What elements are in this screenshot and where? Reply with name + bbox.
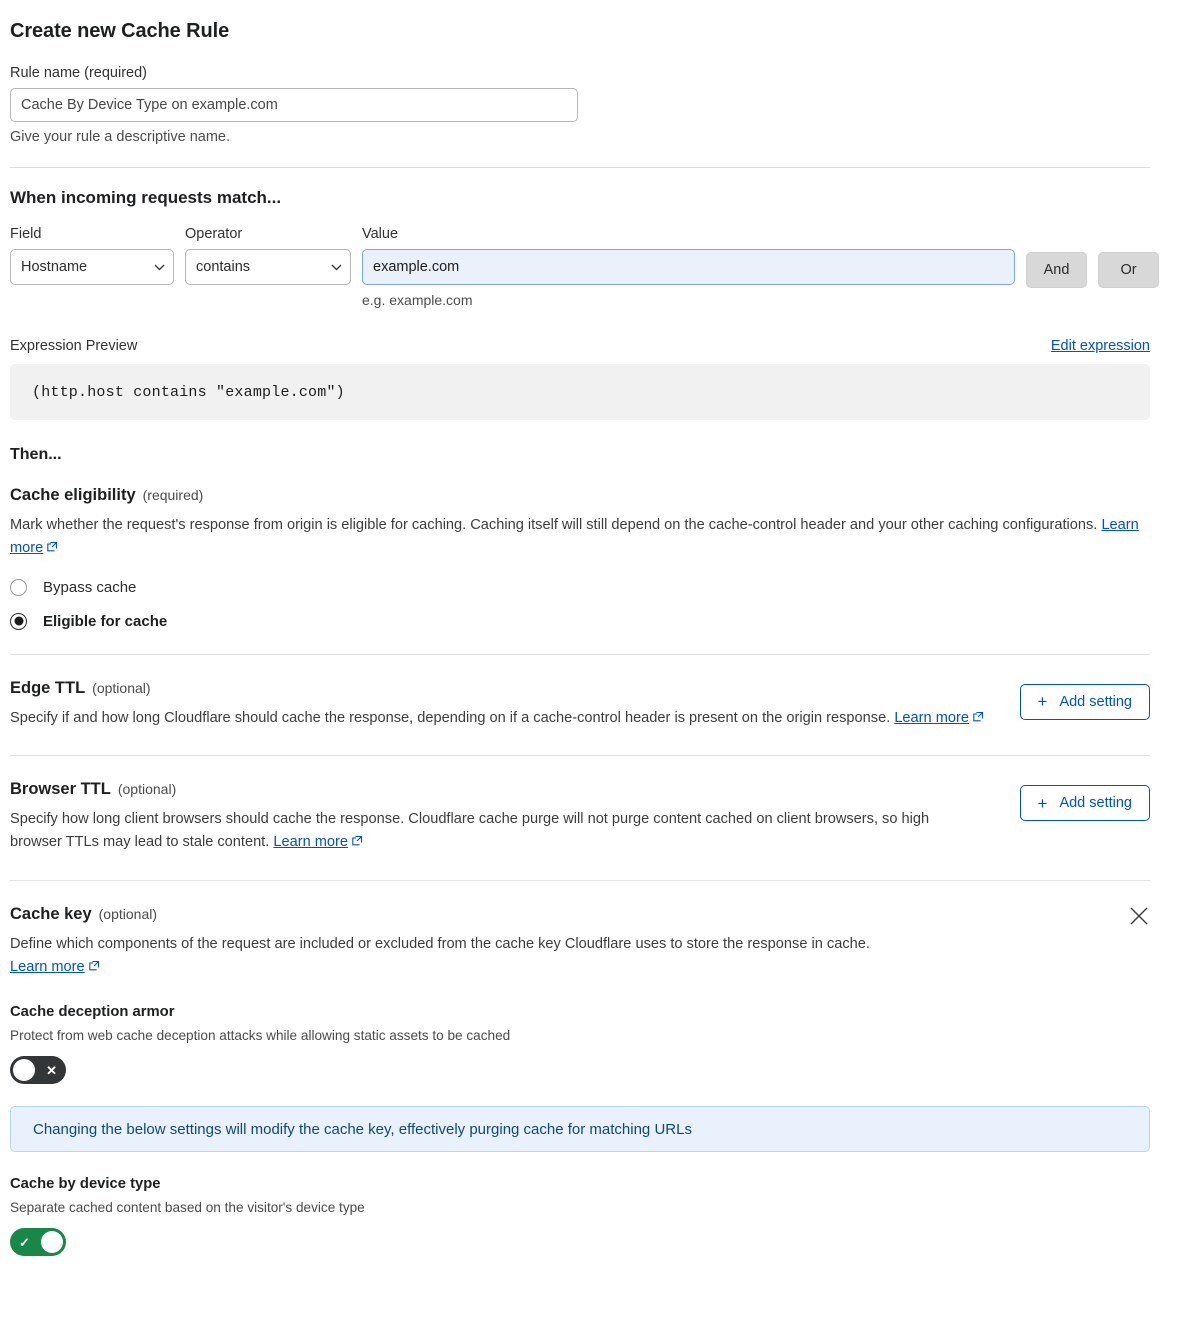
or-button[interactable]: Or: [1098, 252, 1159, 288]
edit-expression-link[interactable]: Edit expression: [1050, 338, 1150, 354]
edge-ttl-description-text: Specify if and how long Cloudflare should cache the response, depending on if a cache-control header is present on the origin response.: [10, 709, 891, 726]
cache-by-device-type-toggle[interactable]: [10, 1228, 66, 1256]
operator-label: Operator: [185, 226, 243, 242]
cache-key-tag: (optional): [98, 905, 158, 922]
cache-key-description: [10, 933, 870, 981]
operator-select[interactable]: [185, 249, 351, 285]
and-button[interactable]: And: [1026, 252, 1087, 288]
value-hint: e.g. example.com: [362, 292, 473, 308]
browser-ttl-add-setting-button[interactable]: [1020, 785, 1151, 821]
cache-eligibility-tag: (required): [142, 487, 204, 503]
rule-name-section: [10, 65, 1150, 145]
edge-ttl-learn-more-link[interactable]: Learn more: [894, 709, 969, 726]
close-icon[interactable]: [1128, 905, 1150, 927]
radio-label-eligible-for-cache: Eligible for cache: [43, 612, 168, 630]
cache-key-title-row: [10, 905, 870, 924]
edge-ttl-title-row: [10, 679, 984, 698]
expression-preview-box: [10, 364, 1150, 420]
rule-name-label: Rule name (required): [10, 65, 148, 81]
cache-key-header: [10, 905, 1150, 981]
value-column: [362, 226, 1015, 308]
browser-ttl-learn-more-link[interactable]: Learn more: [273, 834, 348, 851]
divider-3: [10, 755, 1150, 756]
value-input[interactable]: [362, 249, 1015, 285]
field-select[interactable]: [10, 249, 174, 285]
browser-ttl-section: [10, 780, 1150, 856]
radio-row-bypass-cache[interactable]: [10, 579, 1150, 596]
expression-header: [10, 338, 1150, 354]
plus-icon: +: [1037, 793, 1048, 813]
cache-key-description-text: Define which components of the request are included or excluded from the cache key Cloudflare uses to store the response in cache.: [10, 935, 870, 952]
toggle-on-glyph: ✓: [19, 1234, 30, 1250]
external-link-icon: [972, 708, 984, 731]
cache-deception-armor-description: Protect from web cache deception attacks while allowing static assets to be cached: [10, 1028, 511, 1044]
edge-ttl-tag: (optional): [92, 679, 151, 696]
operator-select-wrap: [185, 249, 351, 285]
browser-ttl-tag: (optional): [117, 781, 177, 798]
cache-eligibility-title-row: [10, 486, 1150, 505]
then-heading: Then...: [10, 446, 62, 463]
rule-name-input[interactable]: [10, 88, 578, 122]
external-link-icon: [351, 832, 363, 855]
page-title: Create new Cache Rule: [10, 20, 230, 42]
field-column: [10, 226, 174, 285]
cache-eligibility-description: [10, 514, 1150, 562]
operator-column: [185, 226, 351, 285]
cache-by-device-type-description: Separate cached content based on the visitor's device type: [10, 1200, 365, 1216]
expression-text: (http.host contains "example.com"): [32, 383, 345, 401]
cache-deception-armor-title: Cache deception armor: [10, 1004, 175, 1021]
external-link-icon: [46, 538, 58, 561]
operator-select-value: contains: [196, 259, 251, 275]
divider-1: [10, 167, 1150, 168]
rule-name-help: Give your rule a descriptive name.: [10, 129, 231, 145]
field-select-wrap: [10, 249, 174, 285]
match-row: [10, 226, 1150, 308]
radio-eligible-for-cache[interactable]: [10, 613, 27, 630]
radio-row-eligible-for-cache[interactable]: [10, 613, 1150, 630]
browser-ttl-add-setting-label: Add setting: [1059, 795, 1132, 812]
value-label: Value: [362, 226, 399, 242]
cache-key-learn-more-link[interactable]: Learn more: [10, 959, 85, 976]
plus-icon: +: [1037, 692, 1048, 712]
browser-ttl-description: [10, 808, 970, 856]
cache-by-device-type-title: Cache by device type: [10, 1176, 161, 1193]
toggle-knob: [13, 1059, 35, 1081]
edge-ttl-add-setting-label: Add setting: [1059, 693, 1132, 710]
cache-by-device-type-setting: [10, 1176, 1150, 1256]
expression-preview-label: Expression Preview: [10, 338, 138, 354]
browser-ttl-title-row: [10, 780, 970, 799]
browser-ttl-title: Browser TTL: [10, 780, 111, 799]
cache-key-notice-banner: [10, 1106, 1150, 1152]
edge-ttl-text-block: [10, 679, 984, 731]
cache-deception-armor-setting: [10, 1004, 1150, 1084]
toggle-off-glyph: ✕: [46, 1062, 57, 1078]
cache-key-section: [10, 905, 1150, 1257]
browser-ttl-text-block: [10, 780, 970, 856]
edge-ttl-title: Edge TTL: [10, 678, 86, 697]
cache-eligibility-title: Cache eligibility: [10, 486, 136, 504]
cache-eligibility-section: [10, 486, 1150, 630]
divider-4: [10, 880, 1150, 881]
cache-eligibility-learn-more-link[interactable]: Learn more: [10, 517, 1139, 557]
cache-key-title: Cache key: [10, 904, 92, 923]
cache-key-title-block: [10, 905, 870, 981]
external-link-icon: [88, 957, 100, 980]
browser-ttl-description-text: Specify how long client browsers should cache the response. Cloudflare cache purge will not purge content cached on client browsers, so high browser TTLs may lead to stale content.: [10, 811, 930, 851]
radio-bypass-cache[interactable]: [10, 579, 27, 596]
cache-key-notice-text: Changing the below settings will modify the cache key, effectively purging cache for matching URLs: [33, 1120, 692, 1138]
edge-ttl-description: [10, 707, 984, 731]
radio-label-bypass-cache: Bypass cache: [43, 578, 137, 596]
edge-ttl-add-setting-button[interactable]: [1020, 684, 1151, 720]
toggle-knob: [41, 1231, 63, 1253]
cache-deception-armor-toggle[interactable]: [10, 1056, 66, 1084]
match-heading: When incoming requests match...: [10, 188, 282, 207]
field-select-value: Hostname: [21, 259, 88, 275]
edge-ttl-section: [10, 679, 1150, 731]
divider-2: [10, 654, 1150, 655]
cache-eligibility-description-text: Mark whether the request's response from origin is eligible for caching. Caching itself will still depend on the cache-control header and your other caching configurations.: [10, 517, 1098, 533]
field-label: Field: [10, 226, 42, 242]
logic-buttons: [1026, 252, 1159, 288]
